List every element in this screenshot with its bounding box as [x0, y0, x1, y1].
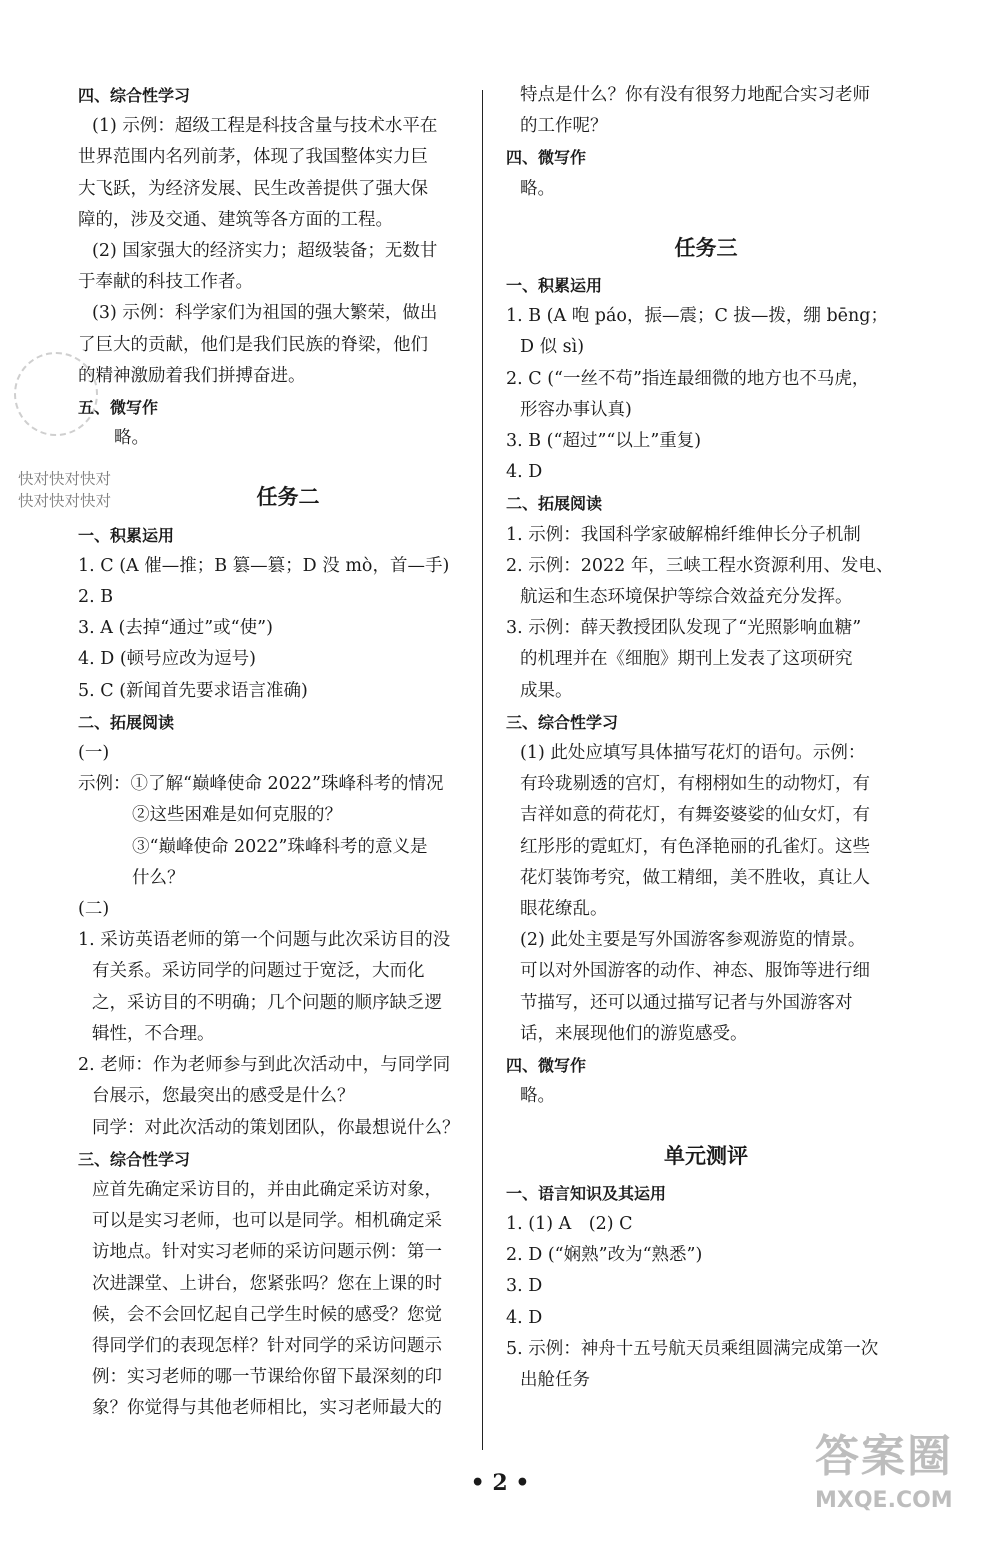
logo-url: MXQE.COM [815, 1488, 953, 1513]
watermark-text [18, 468, 111, 512]
text-line: 花灯装饰考究，做工精细，美不胜收，真让人 [520, 867, 870, 888]
text-line: ②这些困难是如何克服的？ [132, 805, 342, 826]
section-heading: 三、综合性学习 [506, 712, 619, 732]
text-line: 台展示，您最突出的感受是什么？ [92, 1086, 355, 1107]
text-line: 同学：对此次活动的策划团队，你最想说什么？ [92, 1117, 460, 1138]
text-line: 有关系。采访同学的问题过于宽泛，大而化 [92, 961, 425, 982]
text-line: (3) 示例：科学家们为祖国的强大繁荣，做出 [92, 303, 438, 324]
left-column [78, 80, 498, 1425]
text-line: 了巨大的贡献，他们是我们民族的脊梁，他们 [78, 334, 428, 355]
text-line: 3. D [506, 1276, 543, 1297]
text-line: 4. D (顿号应改为逗号) [78, 649, 257, 670]
text-line: 示例：①了解“巅峰使命 2022”珠峰科考的情况 [78, 774, 444, 795]
text-line: 候，会不会回忆起自己学生时候的感受？您觉 [92, 1304, 442, 1325]
site-logo [815, 1420, 995, 1532]
spacer [506, 205, 906, 219]
text-line: 什么？ [132, 867, 185, 888]
section-heading: 一、积累运用 [506, 276, 603, 296]
text-line: 出舱任务 [520, 1369, 590, 1390]
watermark-line: 快对快对快对 [18, 470, 112, 488]
text-line: 之，采访目的不明确；几个问题的顺序缺乏逻 [92, 992, 442, 1013]
text-line: 应首先确定采访目的，并由此确定采访对象， [92, 1179, 442, 1200]
text-line: 障的，涉及交通、建筑等各方面的工程。 [78, 209, 393, 230]
text-line: (2) 此处主要是写外国游客参观游览的情景。 [520, 930, 866, 951]
text-line: 的精神激励着我们拼搏奋进。 [78, 365, 306, 386]
text-line: 特点是什么？你有没有很努力地配合实习老师 [520, 85, 870, 105]
section-heading: 一、语言知识及其运用 [506, 1183, 667, 1203]
text-line: 1. 采访英语老师的第一个问题与此次采访目的没 [78, 930, 451, 951]
section-heading: 四、微写作 [506, 148, 587, 168]
text-line: 2. 示例：2022 年，三峡工程水资源利用、发电、 [506, 555, 894, 576]
text-line: 可以对外国游客的动作、神态、服饰等进行细 [520, 961, 870, 982]
text-line: (二) [78, 899, 110, 920]
text-line: 4. D [506, 1307, 543, 1328]
section-heading: 二、拓展阅读 [506, 494, 603, 514]
text-line: 1. B (A 咆 páo，振—震；C 拔—拨，绷 bēng； [506, 306, 888, 327]
text-line: 略。 [114, 428, 149, 449]
spacer [78, 454, 498, 468]
section-heading: 五、微写作 [78, 398, 159, 418]
text-line: 吉祥如意的荷花灯，有舞姿婆娑的仙女灯，有 [520, 805, 870, 826]
text-line: 5. 示例：神舟十五号航天员乘组圆满完成第一次 [506, 1338, 879, 1359]
right-column [506, 80, 906, 1396]
text-line: 话，来展现他们的游览感受。 [520, 1023, 748, 1044]
watermark-line: 快对快对快对 [18, 492, 112, 510]
text-line: 2. B [78, 587, 114, 608]
section-heading: 四、微写作 [506, 1056, 587, 1076]
column-divider [482, 90, 483, 1450]
section-heading: 四、综合性学习 [78, 86, 191, 105]
text-line: 世界范围内名列前茅，体现了我国整体实力巨 [78, 147, 428, 168]
text-line: 1. 示例：我国科学家破解棉纤维伸长分子机制 [506, 524, 861, 545]
section-heading: 二、拓展阅读 [78, 712, 175, 732]
section-heading: 三、综合性学习 [78, 1149, 191, 1169]
task-title: 任务二 [256, 485, 320, 510]
logo-text: 答案圈 [815, 1431, 953, 1482]
text-line: 象？你觉得与其他老师相比，实习老师最大的 [92, 1398, 442, 1419]
text-line: (1) 此处应填写具体描写花灯的语句。示例： [520, 743, 866, 764]
text-line: 略。 [520, 178, 555, 199]
text-line: (2) 国家强大的经济实力；超级装备；无数甘 [92, 241, 438, 262]
text-line: 2. D (“娴熟”改为“熟悉”) [506, 1245, 703, 1266]
text-line: 1. (1) A (2) C [506, 1213, 633, 1234]
text-line: 成果。 [520, 680, 573, 701]
text-line: 于奉献的科技工作者。 [78, 272, 253, 293]
text-line: 可以是实习老师，也可以是同学。相机确定采 [92, 1211, 442, 1232]
text-line: 有玲珑剔透的宫灯，有栩栩如生的动物灯，有 [520, 774, 870, 795]
text-line: 访地点。针对实习老师的采访问题示例：第一 [92, 1242, 442, 1263]
text-line: ③“巅峰使命 2022”珠峰科考的意义是 [132, 836, 428, 857]
text-line: 5. C (新闻首先要求语言准确) [78, 680, 308, 701]
text-line: 红彤彤的霓虹灯，有色泽艳丽的孔雀灯。这些 [520, 836, 870, 857]
text-line: 得同学们的表现怎样？针对同学的采访问题示 [92, 1335, 442, 1356]
text-line: 辑性，不合理。 [92, 1023, 215, 1044]
task-title: 任务三 [674, 235, 738, 260]
task-title: 单元测评 [664, 1143, 748, 1168]
text-line: 节描写，还可以通过描写记者与外国游客对 [520, 992, 853, 1013]
text-line: 1. C (A 催—推；B 篡—篡；D 没 mò，首—手) [78, 555, 450, 576]
section-heading: 一、积累运用 [78, 525, 175, 545]
text-line: 眼花缭乱。 [520, 899, 608, 920]
page-number: • 2 • [470, 1470, 530, 1496]
text-line: (1) 示例：超级工程是科技含量与技术水平在 [92, 116, 438, 137]
text-line: 3. B (“超过”“以上”重复) [506, 431, 702, 452]
text-line: D 似 sì) [520, 337, 585, 358]
text-line: 的工作呢？ [520, 116, 608, 137]
text-line: 3. A (去掉“通过”或“使”) [78, 618, 273, 639]
spacer [506, 1113, 906, 1127]
text-line: 形容办事认真) [520, 399, 632, 420]
text-line: 2. 老师：作为老师参与到此次活动中，与同学同 [78, 1055, 451, 1076]
text-line: 2. C (“一丝不苟”指连最细微的地方也不马虎， [506, 368, 870, 389]
text-line: 航运和生态环境保护等综合效益充分发挥。 [520, 587, 853, 608]
text-line: 次进課堂、上讲台，您紧张吗？您在上课的时 [92, 1273, 442, 1294]
text-line: (一) [78, 743, 110, 764]
text-line: 的机理并在《细胞》期刊上发表了这项研究 [520, 649, 853, 670]
text-line: 略。 [520, 1086, 555, 1107]
text-line: 大飞跃，为经济发展、民生改善提供了强大保 [78, 178, 428, 199]
text-line: 3. 示例：薛天教授团队发现了“光照影响血糖” [506, 618, 862, 639]
text-line: 4. D [506, 462, 543, 483]
text-line: 例：实习老师的哪一节课给你留下最深刻的印 [92, 1367, 442, 1388]
